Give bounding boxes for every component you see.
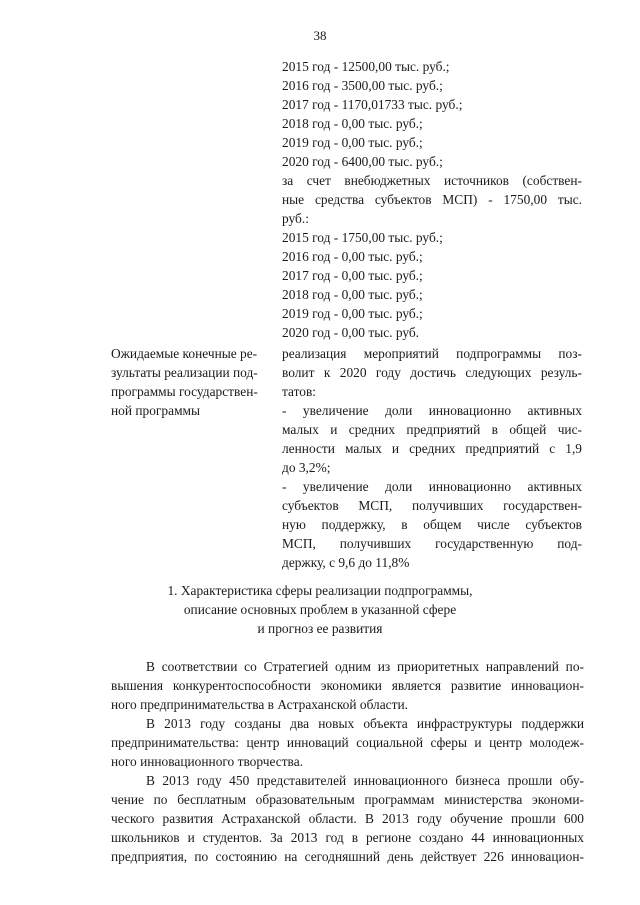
expected-results-text: ную поддержку, в общем числе субъектов xyxy=(282,517,582,532)
extrabudget-year-line: 2015 год - 1750,00 тыс. руб.; xyxy=(282,230,443,245)
section-heading: 1. Характеристика сферы реализации подпрограммы, xyxy=(167,583,473,598)
funding-line: 2019 год - 0,00 тыс. руб.; xyxy=(282,135,423,150)
funding-line: 2018 год - 0,00 тыс. руб.; xyxy=(282,116,423,131)
section-heading: и прогноз ее развития xyxy=(257,621,383,636)
expected-results-label: программы государствен- xyxy=(111,384,258,399)
body-paragraph-line: В соответствии со Стратегией одним из приоритетных направлений по- xyxy=(146,659,584,674)
extrabudget-year-line: 2019 год - 0,00 тыс. руб.; xyxy=(282,306,423,321)
body-paragraph-line: ного инновационного творчества. xyxy=(111,754,303,769)
expected-results-label: ной программы xyxy=(111,403,201,418)
expected-results-text: татов: xyxy=(282,384,317,399)
expected-results-text: волит к 2020 году достичь следующих резуль- xyxy=(282,365,582,380)
expected-results-label: Ожидаемые конечные ре- xyxy=(111,346,258,361)
body-paragraph-line: ного предпринимательства в Астраханской области. xyxy=(111,697,408,712)
funding-line: 2015 год - 12500,00 тыс. руб.; xyxy=(282,59,450,74)
body-paragraph-line: предпринимательства: центр инноваций социальной сферы и центр молодеж- xyxy=(111,735,584,750)
body-paragraph-line: школьников и студентов. За 2013 год в регионе создано 44 инновационных xyxy=(111,830,584,845)
body-paragraph-line: предприятия, по состоянию на сегодняшний день действует 226 инновацион- xyxy=(111,849,584,864)
expected-results-text: ленности малых и средних предприятий с 1,9 xyxy=(282,441,582,456)
body-paragraph-line: В 2013 году 450 представителей инновационного бизнеса прошли обу- xyxy=(146,773,584,788)
extrabudget-year-line: 2018 год - 0,00 тыс. руб.; xyxy=(282,287,423,302)
extrabudget-year-line: 2020 год - 0,00 тыс. руб. xyxy=(282,325,420,340)
expected-results-text: держку, с 9,6 до 11,8% xyxy=(282,555,410,570)
extrabudget-year-line: 2016 год - 0,00 тыс. руб.; xyxy=(282,249,423,264)
expected-results-text: субъектов МСП, получивших государствен- xyxy=(282,498,582,513)
funding-line: 2020 год - 6400,00 тыс. руб.; xyxy=(282,154,443,169)
expected-results-text: малых и средних предприятий в общей чис- xyxy=(282,422,582,437)
funding-line: 2016 год - 3500,00 тыс. руб.; xyxy=(282,78,443,93)
body-paragraph-line: ческого развития Астраханской области. В 2013 году обучение прошли 600 xyxy=(111,811,584,826)
expected-results-text: МСП, получивших государственную под- xyxy=(282,536,582,551)
expected-results-text: до 3,2%; xyxy=(282,460,331,475)
page-number: 38 xyxy=(313,28,327,43)
extrabudget-line: руб.: xyxy=(282,211,309,226)
expected-results-text: - увеличение доли инновационно активных xyxy=(282,479,582,494)
body-paragraph-line: чение по бесплатным образовательным программам министерства экономи- xyxy=(111,792,584,807)
extrabudget-year-line: 2017 год - 0,00 тыс. руб.; xyxy=(282,268,423,283)
section-heading: описание основных проблем в указанной сфере xyxy=(183,602,457,617)
body-paragraph-line: В 2013 году созданы два новых объекта инфраструктуры поддержки xyxy=(146,716,584,731)
expected-results-text: реализация мероприятий подпрограммы поз- xyxy=(282,346,582,361)
body-paragraph-line: вышения конкурентоспособности экономики является развитие инновацион- xyxy=(111,678,584,693)
extrabudget-line: за счет внебюджетных источников (собствен- xyxy=(282,173,582,188)
funding-line: 2017 год - 1170,01733 тыс. руб.; xyxy=(282,97,463,112)
expected-results-text: - увеличение доли инновационно активных xyxy=(282,403,582,418)
extrabudget-line: ные средства субъектов МСП) - 1750,00 тыс. xyxy=(282,192,582,207)
expected-results-label: зультаты реализации под- xyxy=(111,365,258,380)
